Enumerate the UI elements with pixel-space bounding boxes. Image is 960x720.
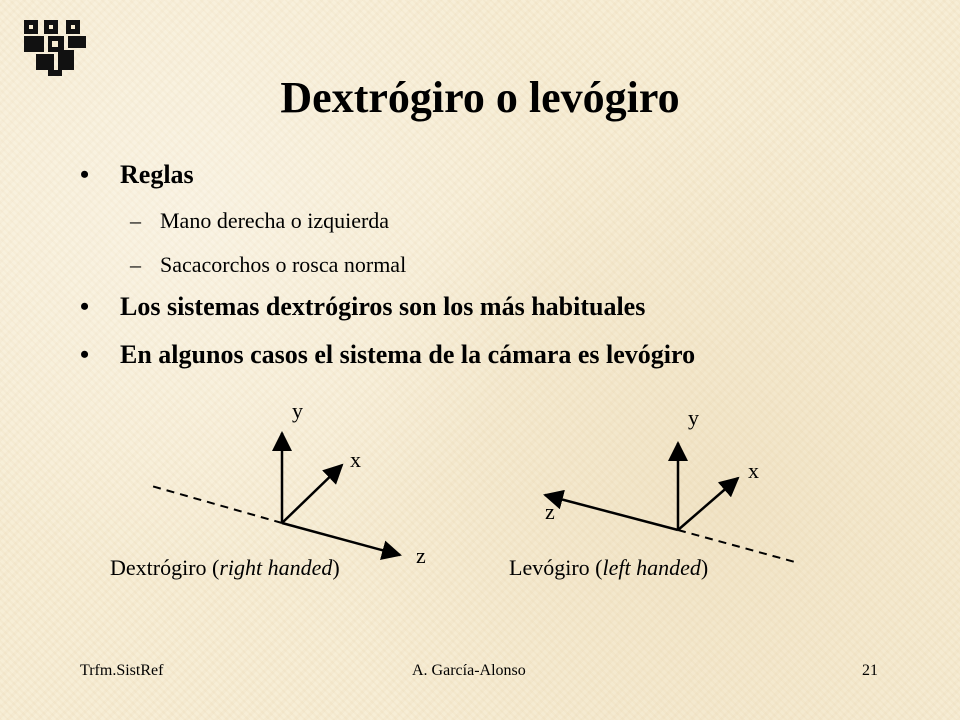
slide-title: Dextrógiro o levógiro (280, 73, 680, 122)
sub-bullet-marker: – (130, 208, 141, 233)
page-number: 21 (862, 662, 878, 679)
right-x-label: x (350, 447, 361, 472)
right-z-label: z (416, 543, 426, 568)
sub-bullet-text: Sacacorchos o rosca normal (160, 252, 407, 277)
right-z-axis (282, 523, 400, 555)
bullet-marker: • (80, 340, 90, 369)
sub-bullet-text: Mano derecha o izquierda (160, 208, 390, 233)
right-handed-caption (110, 555, 340, 581)
caption-text: ) (332, 555, 340, 580)
sub-bullet-marker: – (130, 252, 141, 277)
footer-author: A. García-Alonso (412, 662, 526, 679)
left-z-axis (545, 495, 678, 530)
caption-text: ) (700, 555, 709, 580)
left-y-label: y (688, 405, 699, 430)
bullet-marker: • (80, 292, 90, 321)
bullet-marker: • (80, 160, 90, 189)
bullet-text: Los sistemas dextrógiros son los más habituales (120, 292, 646, 321)
left-x-axis (678, 478, 738, 530)
caption-text: Levógiro ( (509, 555, 603, 580)
caption-text: Dextrógiro ( (110, 555, 220, 580)
right-y-label: y (292, 398, 303, 423)
right-z-negative-axis (148, 485, 282, 523)
left-x-label: x (748, 458, 759, 483)
right-x-axis (282, 465, 342, 523)
bullet-text: En algunos casos el sistema de la cámara es levógiro (120, 340, 696, 369)
right-handed-axes (148, 433, 400, 555)
footer-left: Trfm.SistRef (80, 662, 164, 679)
bullet-text: Reglas (120, 160, 194, 189)
left-handed-caption (509, 555, 708, 581)
left-z-label: z (545, 499, 555, 524)
caption-emphasis: right handed (219, 555, 333, 580)
caption-emphasis: left handed (602, 555, 701, 580)
